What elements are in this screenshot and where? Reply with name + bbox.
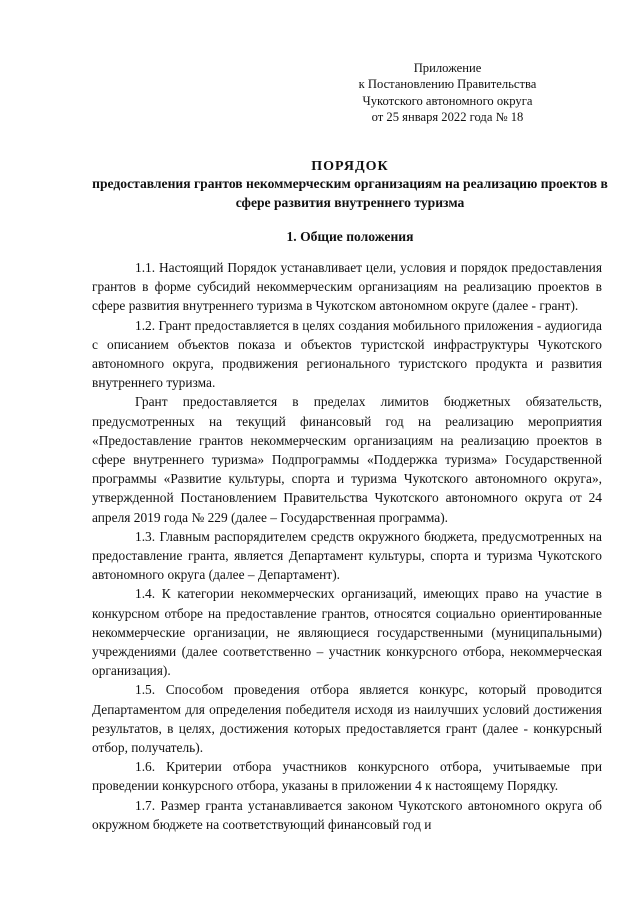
paragraph-1-6: 1.6. Критерии отбора участников конкурсного отбора, учитываемые при проведении конкурсного отбора, указаны в приложении 4 к настоящему Порядку. — [92, 759, 602, 794]
appendix-line: к Постановлению Правительства — [358, 77, 537, 92]
appendix-block — [300, 60, 595, 126]
paragraph-1-4: 1.4. К категории некоммерческих организаций, имеющих право на участие в конкурсном отборе на предоставление грантов, относятся социально ориентированные некоммерческие организации, не являющиеся государственными (муниципальными) учреждениями (далее соответственно – участник конкурсного отбора, некоммерческая организация). — [92, 586, 602, 679]
section-heading: 1. Общие положения — [286, 229, 414, 244]
appendix-line: от 25 января 2022 года № 18 — [371, 110, 524, 125]
document-body — [92, 258, 602, 834]
paragraph-1-7: 1.7. Размер гранта устанавливается законом Чукотского автономного округа об окружном бюджете на соответствующий финансовый год и — [92, 797, 602, 832]
paragraph-1-3: 1.3. Главным распорядителем средств окружного бюджета, предусмотренных на предоставление гранта, является Департамент культуры, спорта и туризма Чукотского автономного округа (далее – Департамент). — [92, 528, 602, 583]
document-title: ПОРЯДОК — [311, 159, 389, 174]
appendix-line: Чукотского автономного округа — [362, 93, 533, 108]
paragraph-grant: Грант предоставляется в пределах лимитов бюджетных обязательств, предусмотренных на текущий финансовый год на реализацию мероприятия «Предоставление грантов некоммерческим организациям на реализацию проектов в сфере внутреннего туризма» Подпрограммы «Поддержка туризма» Государственной программы «Развитие культуры, спорта и туризма Чукотского автономного округа», утвержденной Постановлением Правительства Чукотского автономного округа от 24 апреля 2019 года № 229 (далее – Государственная программа). — [92, 394, 602, 525]
paragraph-1-1: 1.1. Настоящий Порядок устанавливает цели, условия и порядок предоставления грантов в форме субсидий некоммерческим организациям на реализацию проектов в сфере развития внутреннего туризма в Чукотском автономном округе (далее - грант). — [92, 260, 602, 314]
document-subtitle: предоставления грантов некоммерческим организациям на реализацию проектов в сфере развития внутреннего туризма — [92, 176, 608, 210]
paragraph-1-5: 1.5. Способом проведения отбора является конкурс, который проводится Департаментом для определения победителя исходя из наилучших условий достижения результатов, в целях, достижения которых предоставляется грант (далее - конкурсный отбор, получатель). — [92, 682, 602, 756]
paragraph-1-2: 1.2. Грант предоставляется в целях создания мобильного приложения - аудиогида с описанием объектов показа и объектов туристской инфраструктуры Чукотского автономного округа, продвижения регионального туристского продукта и развития внутреннего туризма. — [92, 317, 602, 391]
appendix-line: Приложение — [413, 61, 482, 75]
